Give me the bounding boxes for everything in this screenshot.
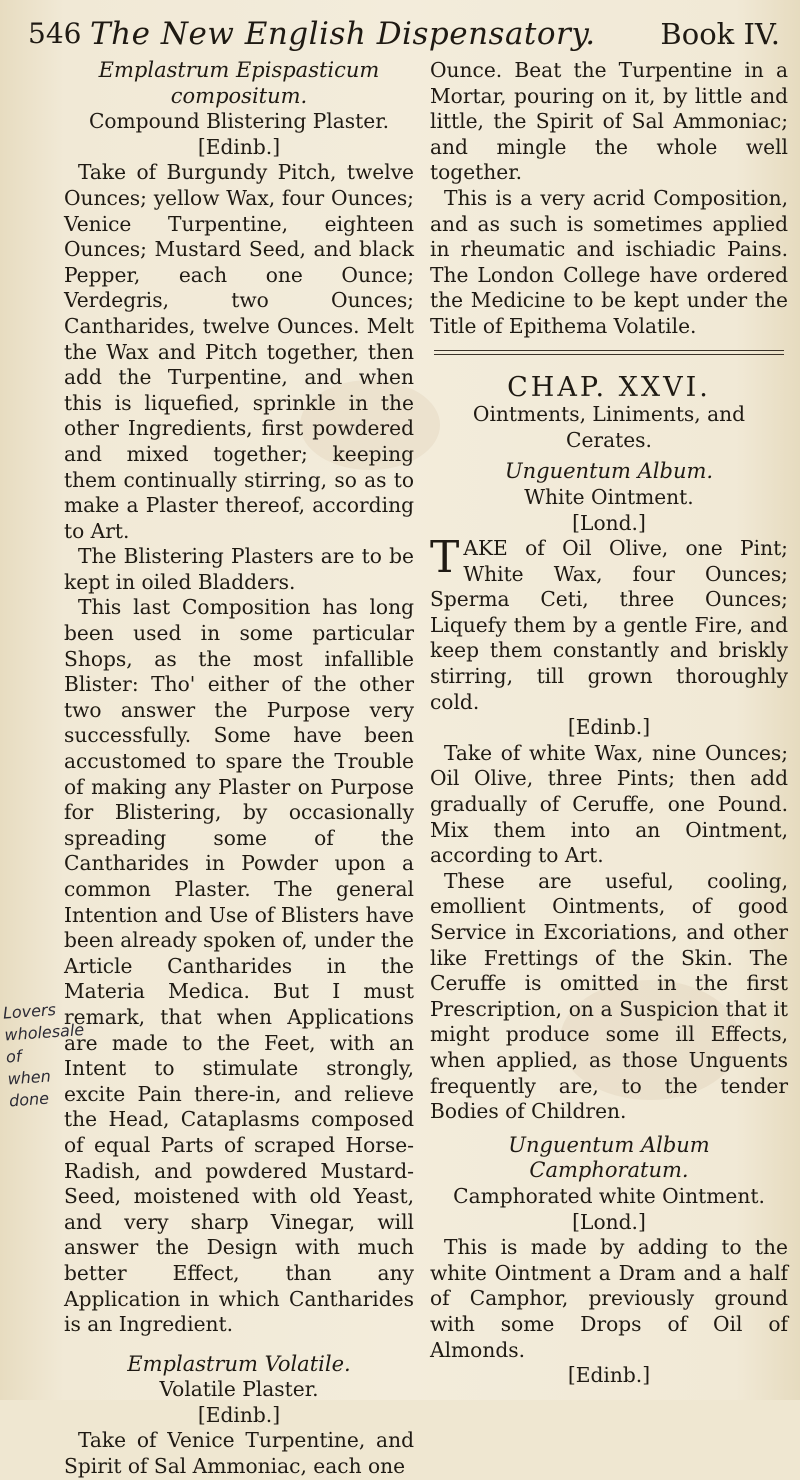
drop-cap: T [430,532,460,584]
chapter-rule [434,350,784,355]
recipe-subtitle: Compound Blistering Plaster. [88,109,390,134]
body-paragraph: This last Composition has long been used in some particular Shops, as the most infallible Blister: Tho' either of the other two answer the Purpose very successfully. Some have been accustomed to spare the Trouble of making any Plaster on Purpose for Blistering, by occasionally spreading some of the Cantharides in Powder upon a common Plaster. The general Intention and Use of Blisters have been already spoken of, under the Article Cantharides in the Materia Medica. But I must remark, that when Applications are made to the Feet, with an Intent to stimulate strongly, excite Pain there-in, and relieve the Head, Cataplasms composed of equal Parts of scraped Horse-Radish, and powdered Mustard-Seed, moistened with old Yeast, and very sharp Vinegar, will answer the Design with much better Effect, than any Application in which Cantharides is an Ingredient. [64,595,414,1337]
source-reference: [Lond.] [572,1209,646,1234]
body-paragraph: These are useful, cooling, emollient Ointments, of good Service in Excoriations, and other like Frettings of the Skin. The Ceruffe is omitted in the first Prescription, on a Suspicion that it might produce some ill Effects, when applied, as those Unguents frequently are, to the tender Bodies of Children. [430,868,788,1124]
running-header [28,14,780,54]
chapter-title: CHAP. XXVI. [507,371,711,403]
running-title: The New English Dispensatory. [90,16,596,52]
recipe-heading: Unguentum Album. [504,459,714,484]
book-number: Book IV. [660,17,780,51]
body-paragraph: This is a very acrid Composition, and as such is sometimes applied in rheumatic and ischiadic Pains. The London College have ordered the Medicine to be kept under the Title of Epithema Volatile. [430,185,788,338]
source-reference: [Lond.] [572,510,646,535]
recipe-heading: Emplastrum Epispasticum compositum. [98,58,380,108]
right-column [430,58,788,1389]
recipe-text: TAKE of Oil Olive, one Pint; White Wax, four Ounces; Sperma Ceti, three Ounces; Liquefy them by a gentle Fire, and keep them constantly and briskly stirring, till grown thoroughly cold. [430,532,788,714]
recipe-subtitle: White Ointment. [524,484,694,509]
recipe-heading: Unguentum Album Camphoratum. [508,1132,710,1183]
recipe-subtitle: Camphorated white Ointment. [453,1183,765,1208]
page-number: 546 [28,17,82,50]
recipe-heading: Emplastrum Volatile. [127,1351,351,1376]
recipe-text: This is made by adding to the white Ointment a Dram and a half of Camphor, previously ground with some Drops of Oil of Almonds. [430,1235,788,1362]
recipe-text: Take of Venice Turpentine, and Spirit of Sal Ammoniac, each one [64,1428,414,1479]
source-reference: [Edinb.] [567,715,651,740]
handwritten-note: Lovers wholesale of when done [2,999,85,1111]
body-paragraph: The Blistering Plasters are to be kept in oiled Bladders. [64,544,414,594]
body-paragraph: Ounce. Beat the Turpentine in a Mortar, pouring on it, by little and little, the Spirit of Sal Ammoniac; and mingle the whole well together. [430,58,788,185]
chapter-subtitle: Ointments, Liniments, and Cerates. [472,402,746,452]
recipe-subtitle: Volatile Plaster. [159,1377,319,1402]
left-column [64,58,414,1480]
recipe-text: Take of white Wax, nine Ounces; Oil Olive, three Pints; then add gradually of Ceruffe, one Pound. Mix them into an Ointment, according to Art. [430,740,788,868]
source-reference: [Edinb.] [197,1402,281,1427]
recipe-text: Take of Burgundy Pitch, twelve Ounces; yellow Wax, four Ounces; Venice Turpentine, eighteen Ounces; Mustard Seed, and black Pepper, each one Ounce; Verdegris, two Ounces; Cantharides, twelve Ounces. Melt the Wax and Pitch together, then add the Turpentine, and when this is liquefied, sprinkle in the other Ingredients, first powdered and mixed together; keeping them continually stirring, so as to make a Plaster thereof, according to Art. [64,160,414,543]
source-reference: [Edinb.] [567,1363,651,1388]
source-reference: [Edinb.] [197,134,281,159]
